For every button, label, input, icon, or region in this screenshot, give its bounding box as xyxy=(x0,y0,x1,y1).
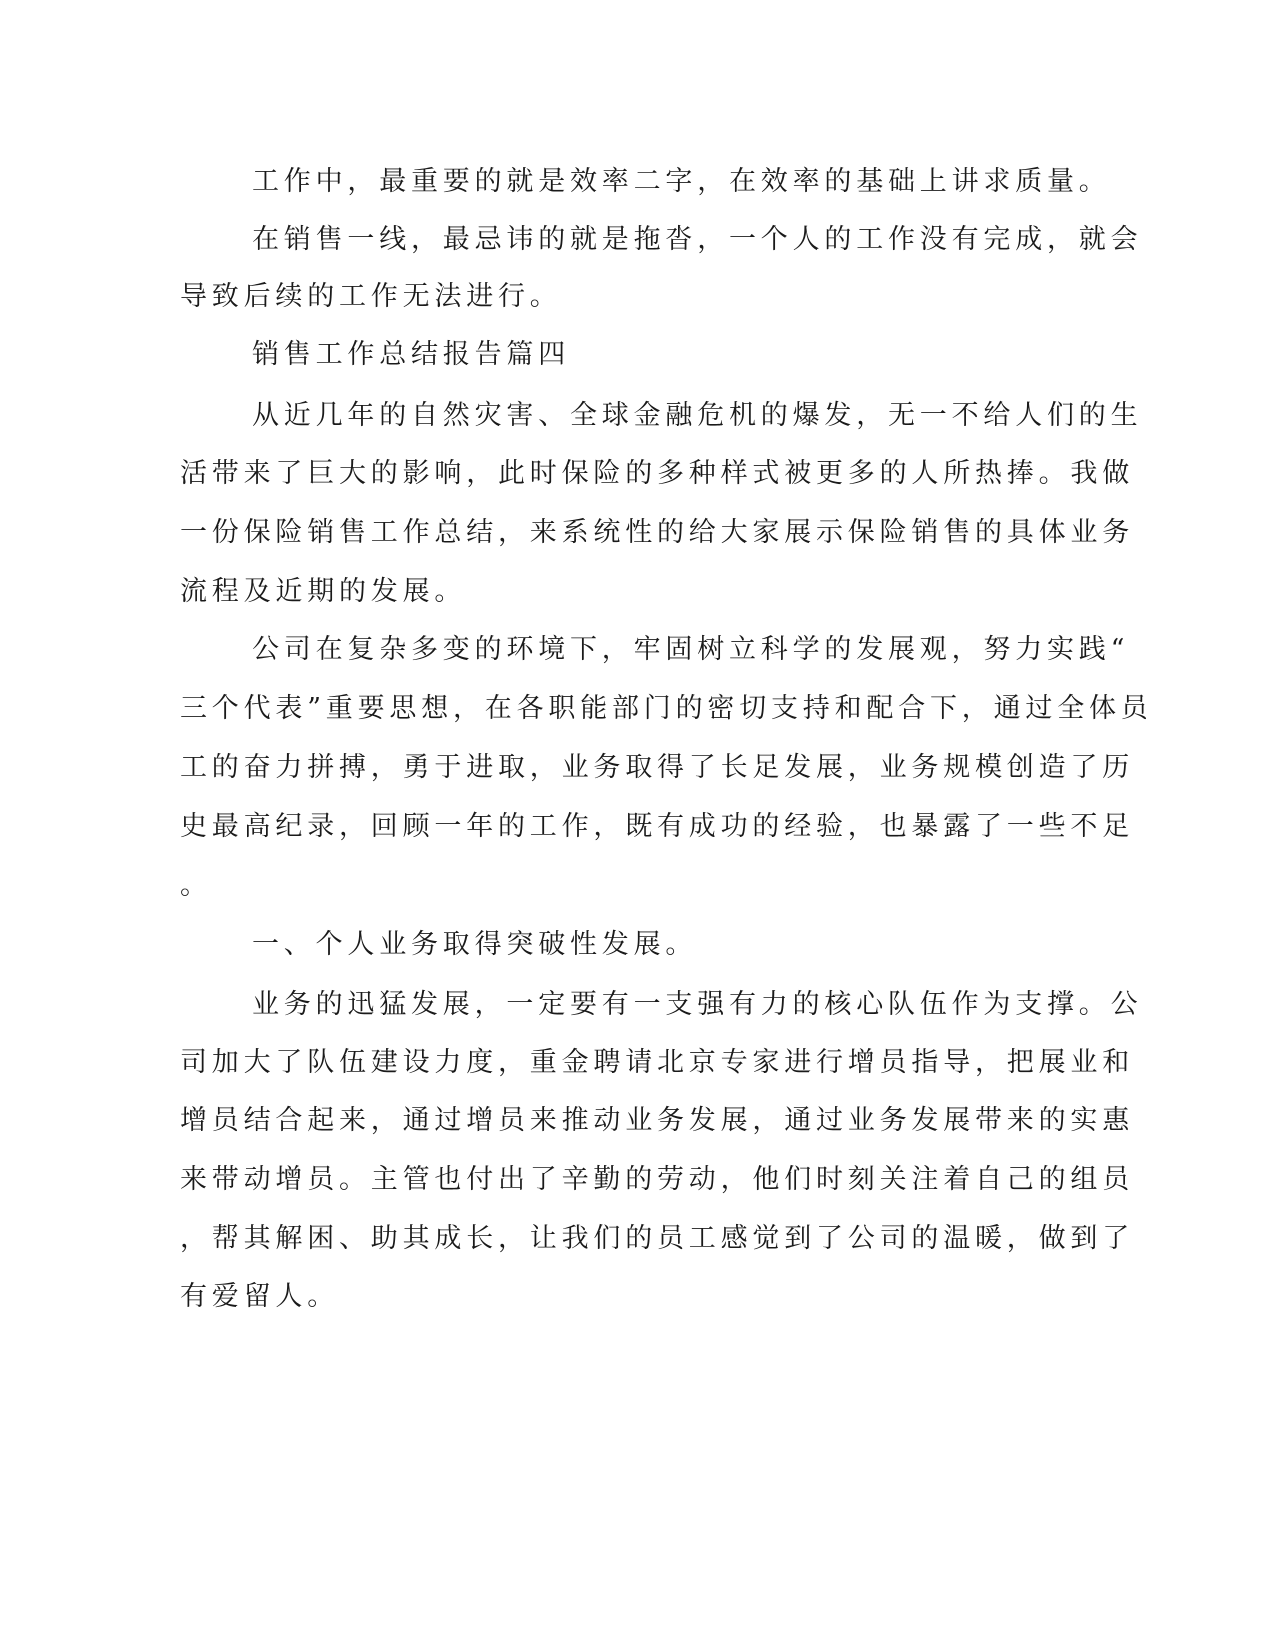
text-line: 来带动增员。主管也付出了辛勤的劳动，他们时刻关注着自己的组员 xyxy=(180,1164,1134,1195)
text-line: 一份保险销售工作总结，来系统性的给大家展示保险销售的具体业务 xyxy=(180,517,1134,548)
text-line: 业务的迅猛发展，一定要有一支强有力的核心队伍作为支撑。公 xyxy=(252,989,1143,1020)
text-line: 活带来了巨大的影响，此时保险的多种样式被更多的人所热捧。我做 xyxy=(180,458,1134,489)
text-line: 流程及近期的发展。 xyxy=(180,576,467,607)
text-line: 司加大了队伍建设力度，重金聘请北京专家进行增员指导，把展业和 xyxy=(180,1047,1134,1078)
text-line: ，帮其解困、助其成长，让我们的员工感觉到了公司的温暖，做到了 xyxy=(180,1223,1134,1254)
section-heading: 一、个人业务取得突破性发展。 xyxy=(252,929,698,960)
text-line: 。 xyxy=(180,870,212,901)
text-line: 公司在复杂多变的环境下，牢固树立科学的发展观，努力实践“ xyxy=(252,634,1130,665)
text-line: 有爱留人。 xyxy=(180,1281,339,1312)
text-line: 工作中，最重要的就是效率二字，在效率的基础上讲求质量。 xyxy=(252,166,1111,197)
text-line: 在销售一线，最忌讳的就是拖沓，一个人的工作没有完成，就会 xyxy=(252,224,1143,255)
section-heading: 销售工作总结报告篇四 xyxy=(252,339,570,370)
text-line: 工的奋力拼搏，勇于进取，业务取得了长足发展，业务规模创造了历 xyxy=(180,752,1134,783)
text-line: 从近几年的自然灾害、全球金融危机的爆发，无一不给人们的生 xyxy=(252,400,1143,431)
text-line: 增员结合起来，通过增员来推动业务发展，通过业务发展带来的实惠 xyxy=(180,1105,1134,1136)
text-line: 三个代表”重要思想，在各职能部门的密切支持和配合下，通过全体员 xyxy=(180,693,1153,724)
text-line: 史最高纪录，回顾一年的工作，既有成功的经验，也暴露了一些不足 xyxy=(180,811,1134,842)
text-line: 导致后续的工作无法进行。 xyxy=(180,281,562,312)
